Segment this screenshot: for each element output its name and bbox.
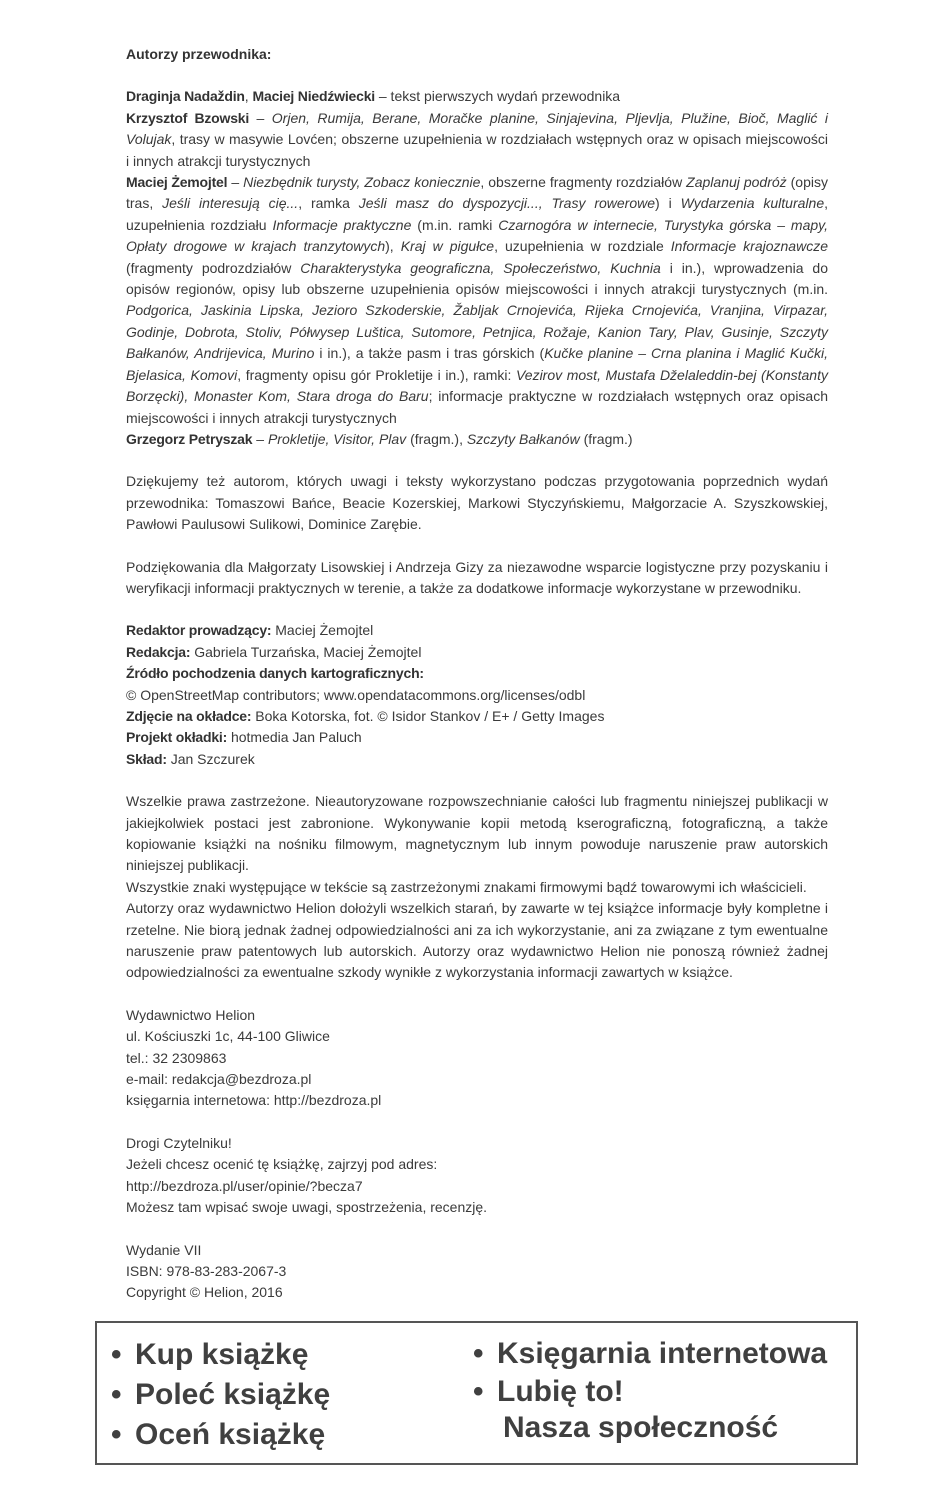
credit-label: Zdjęcie na okładce:	[126, 707, 252, 724]
credit-source: © OpenStreetMap contributors; www.opendatacommons.org/licenses/odbl	[126, 686, 586, 703]
author-name: Krzysztof Bzowski	[126, 109, 250, 126]
italic-text: Vezirov most, Mustafa Dželaleddin-bej (Konstanty Borzęcki), Monaster Kom, Stara droga do Baru	[126, 366, 828, 405]
bullet: •	[111, 1378, 122, 1411]
credit-source-label: Źródło pochodzenia danych kartograficznych:	[126, 665, 424, 682]
credit-redaction	[126, 642, 828, 663]
acknowledgement-paragraph: Podziękowania dla Małgorzaty Lisowskiej i Andrzeja Gizy za niezawodne wsparcie logistyczne przy pozyskaniu i weryfikacji informacji praktycznych w terenie, a także za dodatkowe informacje wykorzystane w przewodniku.	[126, 558, 828, 596]
publisher-phone: tel.: 32 2309863	[126, 1049, 227, 1066]
credit-value: Gabriela Turzańska, Maciej Żemojtel	[190, 643, 422, 660]
text: ) i	[655, 195, 681, 212]
text: ; informacje praktyczne w rozdziałach wstępnych oraz opisach miejscowości i innych atrakcji turystycznych	[126, 388, 828, 426]
italic-text: Jeśli interesują cię...	[162, 195, 299, 212]
text: , uzupełnienia rozdziału	[126, 195, 828, 233]
reader-review-url: http://bezdroza.pl/user/opinie/?becza7	[126, 1177, 363, 1194]
italic-text: Czarnogóra w internecie, Turystyka górska – mapy, Opłaty drogowe w krajach tranzytowych	[126, 216, 828, 255]
rate-book-link[interactable]	[111, 1415, 330, 1455]
italic-text: Kučke planine – Crna planina i Maglić Kučki, Bjelasica, Komovi	[126, 345, 828, 383]
italic-text: Informacje krajoznawcze	[670, 238, 828, 255]
copyright: Copyright © Helion, 2016	[126, 1284, 283, 1301]
reader-line-2: Możesz tam wpisać swoje uwagi, spostrzeżenia, recenzję.	[126, 1199, 488, 1216]
text: , ramka	[298, 195, 359, 212]
italic-text: Jeśli masz do dyspozycji..., Trasy rowerowe	[358, 195, 656, 212]
author-entry-1	[126, 86, 828, 107]
italic-text: Prokletije, Visitor, Plav	[267, 430, 407, 447]
publisher-name: Wydawnictwo Helion	[126, 1006, 256, 1023]
credit-editor	[126, 620, 828, 641]
publisher-bookstore: księgarnia internetowa: http://bezdroza.pl	[126, 1092, 382, 1109]
publisher-address: ul. Kościuszki 1c, 44-100 Gliwice	[126, 1028, 330, 1045]
author-entry-4	[126, 429, 828, 450]
like-link[interactable]	[473, 1373, 827, 1411]
author-entry-3	[126, 172, 828, 429]
edition-number: Wydanie VII	[126, 1241, 202, 1258]
community-link[interactable]: Nasza społeczność	[503, 1411, 779, 1444]
italic-text: Informacje praktyczne	[272, 216, 412, 233]
credit-label: Redaktor prowadzący:	[126, 622, 272, 639]
reader-greeting: Drogi Czytelniku!	[126, 1134, 232, 1151]
rate-book-label: Oceń książkę	[135, 1418, 326, 1451]
italic-text: Kraj w pigułce	[400, 238, 495, 255]
reader-line-1: Jeżeli chcesz ocenić tę książkę, zajrzyj pod adres:	[126, 1156, 438, 1173]
text: , uzupełnienia w rozdziale	[494, 238, 671, 255]
italic-text: Podgorica, Jaskinia Lipska, Jezioro Szkoderskie, Žabljak Crnojevića, Rijeka Crnojevića, Vranjina, Virpazar, Godinje, Dobrota, Stoliv, Półwysep Luštica, Sutomore, Petnjica, Rožaje, Kanion Tary, Plav, Gusinje, Szczyty Bałkanów, Andrijevica, Murino	[126, 302, 828, 362]
bullet: •	[111, 1338, 122, 1371]
bullet: •	[111, 1418, 122, 1451]
credit-value: hotmedia Jan Paluch	[227, 729, 362, 746]
isbn: ISBN: 978-83-283-2067-3	[126, 1262, 287, 1279]
text: , obszerne fragmenty rozdziałów	[480, 174, 687, 191]
bullet: •	[473, 1375, 484, 1408]
credit-label: Redakcja:	[126, 643, 191, 660]
rights-paragraph: Wszelkie prawa zastrzeżone. Nieautoryzowane rozpowszechnianie całości lub fragmentu niniejszej publikacji w jakiejkolwiek postaci jest zabronione. Wykonywanie kopii metodą kserograficzną, fotograficzną, a także kopiowanie książki na nośniku filmowym, magnetycznym lub innym powoduje naruszenie praw autorskich niniejszej publikacji.	[126, 793, 828, 874]
thanks-paragraph: Dziękujemy też autorom, których uwagi i teksty wykorzystano podczas przygotowania poprzednich wydań przewodnika: Tomaszowi Bańce, Beacie Kozerskiej, Markowi Styczyńskiemu, Małgorzacie A. Szyszkowskiej, Pawłowi Paulusowi Sulikowi, Dominice Zarębie.	[126, 473, 828, 533]
credit-value: Jan Szczurek	[166, 750, 255, 767]
promo-right-column	[473, 1335, 827, 1445]
credit-value: Boka Kotorska, fot. © Isidor Stankov / E+ / Getty Images	[251, 707, 605, 724]
author-name: Maciej Niedźwiecki	[252, 88, 375, 105]
separator: ,	[244, 88, 253, 105]
text: (fragmenty podrozdziałów	[126, 259, 301, 276]
credit-cover-photo	[126, 706, 828, 727]
buy-book-link[interactable]	[111, 1335, 330, 1375]
online-bookstore-label: Księgarnia internetowa	[497, 1337, 828, 1370]
recommend-book-link[interactable]	[111, 1375, 330, 1415]
text: (m.in. ramki	[411, 216, 499, 233]
italic-text: Zaplanuj podróż	[686, 174, 787, 191]
dash: –	[227, 174, 244, 191]
trademarks-paragraph: Wszystkie znaki występujące w tekście są zastrzeżonymi znakami firmowymi bądź towarowymi ich właścicieli.	[126, 878, 807, 895]
recommend-book-label: Poleć książkę	[135, 1378, 331, 1411]
credit-label: Skład:	[126, 750, 167, 767]
bullet: •	[473, 1337, 484, 1370]
italic-text: Charakterystyka geograficzna, Społeczeństwo, Kuchnia	[300, 259, 661, 276]
author-role: , trasy w masywie Lovćen; obszerne uzupełnienia w rozdziałach wstępnych oraz w opisach miejscowości i innych atrakcji turystycznych	[126, 131, 828, 169]
text: , fragmenty opisu gór Prokletije i in.), ramki:	[237, 366, 516, 383]
online-bookstore-link[interactable]	[473, 1335, 827, 1373]
disclaimer-paragraph: Autorzy oraz wydawnictwo Helion dołożyli wszelkich starań, by zawarte w tej książce informacje były kompletne i rzetelne. Nie biorą jednak żadnej odpowiedzialności ani za ich wykorzystanie, ani za związane z tym ewentualne naruszenie praw patentowych lub autorskich. Autorzy oraz wydawnictwo Helion nie ponoszą również żadnej odpowiedzialności za ewentualne szkody wynikłe z wykorzystania informacji zawartych w książce.	[126, 900, 828, 981]
colophon-page	[126, 44, 828, 1304]
text: i in.), wprowadzenia do opisów regionów, opisy lub obszerne uzupełnienia opisów miejscowości i innych atrakcji turystycznych (m.in.	[126, 259, 829, 298]
buy-book-label: Kup książkę	[135, 1338, 309, 1371]
text: i in.), a także pasm i tras górskich (	[314, 345, 545, 362]
text: (fragm.),	[406, 430, 467, 447]
italic-text: Szczyty Bałkanów	[466, 430, 580, 447]
author-name: Grzegorz Petryszak	[126, 430, 253, 447]
text: (opisy tras,	[126, 174, 828, 212]
credit-typesetting	[126, 749, 828, 770]
author-role: – tekst pierwszych wydań przewodnika	[374, 88, 621, 105]
author-role-italic: Orjen, Rumija, Berane, Moračke planine, Sinjajevina, Pljevlja, Plužine, Bioč, Maglić i Volujak	[126, 109, 828, 148]
credit-label: Projekt okładki:	[126, 729, 228, 746]
publisher-email: e-mail: redakcja@bezdroza.pl	[126, 1071, 312, 1088]
dash: –	[249, 109, 272, 126]
author-entry-2	[126, 108, 828, 172]
promo-left-column	[111, 1335, 330, 1455]
credit-value: Maciej Żemojtel	[271, 622, 374, 639]
italic-text: Wydarzenia kulturalne	[680, 195, 825, 212]
text: ),	[385, 238, 401, 255]
like-label: Lubię to!	[497, 1375, 624, 1408]
dash: –	[252, 430, 268, 447]
promo-box	[95, 1321, 858, 1465]
authors-heading: Autorzy przewodnika:	[126, 46, 272, 62]
author-name: Draginja Nadaždin	[126, 88, 245, 105]
text: (fragm.)	[579, 430, 633, 447]
italic-text: Niezbędnik turysty, Zobacz koniecznie	[243, 174, 481, 191]
author-name: Maciej Żemojtel	[126, 174, 228, 191]
credit-cover-design	[126, 727, 828, 748]
